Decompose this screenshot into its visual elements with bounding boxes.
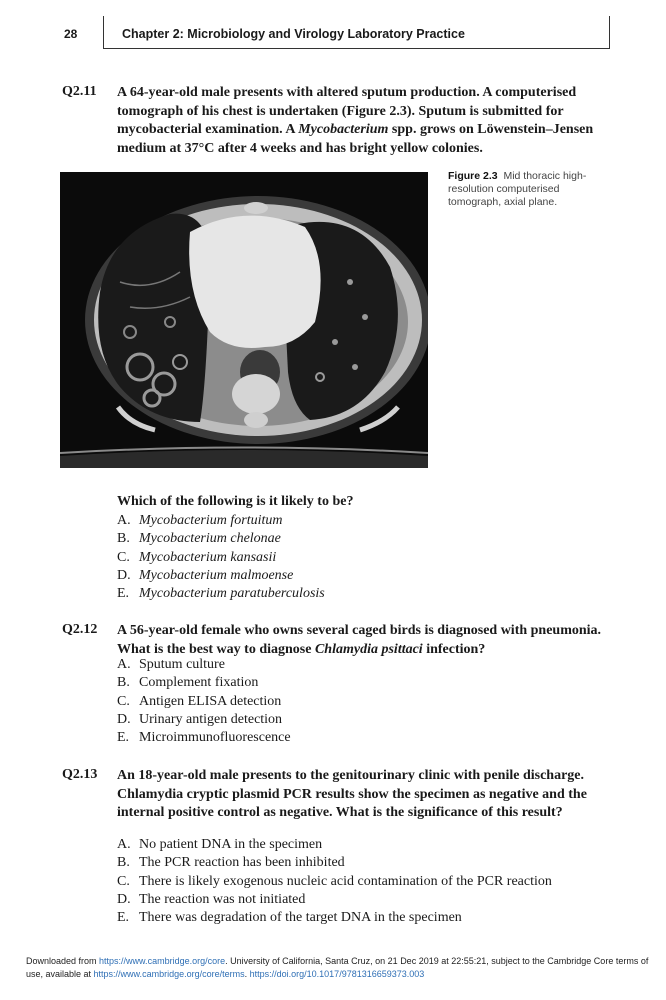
- option-q2-11-e: E. Mycobacterium paratuberculosis: [117, 586, 325, 602]
- option-q2-13-b: B. The PCR reaction has been inhibited: [117, 855, 345, 871]
- option-q2-12-c: C. Antigen ELISA detection: [117, 693, 282, 709]
- question-prompt-q2-11: Which of the following is it likely to be?: [117, 494, 354, 509]
- option-q2-11-c: C. Mycobacterium kansasii: [117, 549, 277, 565]
- header-rule-bottom: [103, 48, 610, 49]
- option-q2-13-e: E. There was degradation of the target DNA in the specimen: [117, 910, 462, 926]
- figure-caption-text: Mid thoracic high-resolution computerised tomograph, axial plane.: [448, 170, 587, 208]
- question-number-q2-12: Q2.12: [62, 622, 98, 637]
- option-q2-13-a: A. No patient DNA in the specimen: [117, 837, 323, 852]
- page-number: 28: [64, 27, 78, 41]
- question-number-q2-13: Q2.13: [62, 767, 98, 782]
- question-stem-q2-12: A 56-year-old female who owns several caged birds is diagnosed with pneumonia. What is the best way to diagnose Chlamydia psittaci infection?: [117, 623, 602, 657]
- header-rule-left: [103, 16, 104, 48]
- option-q2-12-d: D. Urinary antigen detection: [117, 711, 283, 727]
- question-number-q2-11: Q2.11: [62, 84, 97, 99]
- ct-figure: [60, 172, 428, 468]
- option-q2-13-d: D. The reaction was not initiated: [117, 891, 306, 907]
- option-q2-13-c: C. There is likely exogenous nucleic acid contamination of the PCR reaction: [117, 873, 552, 889]
- option-q2-11-b: B. Mycobacterium chelonae: [117, 531, 281, 547]
- option-q2-12-e: E. Microimmunofluorescence: [117, 730, 291, 746]
- ct-scan-image: [60, 172, 428, 468]
- question-stem-q2-13: An 18-year-old male presents to the genitourinary clinic with penile discharge. Chlamydia cryptic plasmid PCR results show the specimen as negative and the internal positive control as negative. What is the significance of this result?: [117, 768, 587, 820]
- header-rule-right: [609, 16, 610, 49]
- figure-caption: [448, 170, 608, 209]
- footer-link-core[interactable]: https://www.cambridge.org/core: [99, 956, 226, 966]
- figure-label: Figure 2.3: [448, 170, 498, 182]
- chapter-title: Chapter 2: Microbiology and Virology Laboratory Practice: [122, 27, 465, 41]
- footer-notice: Downloaded from https://www.cambridge.org/core. University of California, Santa Cruz, on 21 Dec 2019 at 22:55:21, subject to the Cambridge Core terms of use, available at https://www.cambridge.org/core/terms. https://doi.org/10.1017/9781316659373.003: [26, 956, 649, 979]
- option-q2-11-a: A. Mycobacterium fortuitum: [117, 513, 283, 528]
- options-q2-11: [117, 512, 325, 603]
- option-q2-11-d: D. Mycobacterium malmoense: [117, 567, 294, 583]
- option-q2-12-a: A. Sputum culture: [117, 657, 225, 672]
- footer-link-terms[interactable]: https://www.cambridge.org/core/terms: [93, 968, 245, 979]
- option-q2-12-b: B. Complement fixation: [117, 675, 259, 691]
- question-stem-q2-11: A 64-year-old male presents with altered sputum production. A computerised tomograph of his chest is undertaken (Figure 2.3). Sputum is submitted for mycobacterial examination. A Mycobacterium spp. grows on Löwenstein–Jensen medium at 37°C after 4 weeks and has bright yellow colonies.: [117, 85, 594, 156]
- options-q2-12: [117, 656, 291, 747]
- options-q2-13: [117, 836, 552, 927]
- footer-link-doi[interactable]: https://doi.org/10.1017/9781316659373.003: [249, 968, 425, 979]
